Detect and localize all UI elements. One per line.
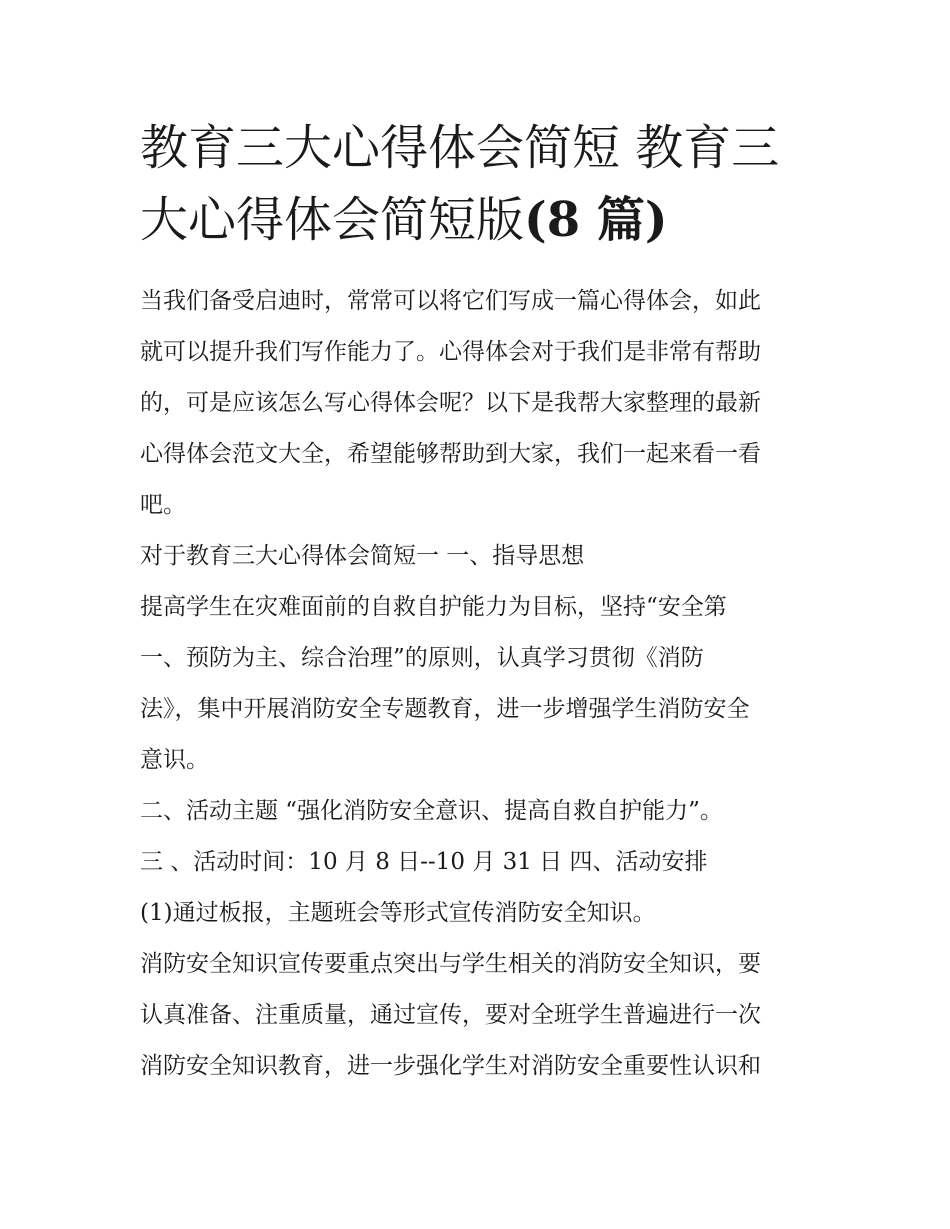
body-line: 一、预防为主、综合治理”的原则，认真学习贯彻《消防	[140, 645, 704, 671]
body-line: 吧。	[140, 492, 186, 518]
title-line-2: 大心得体会简短版(8 篇)	[140, 192, 668, 248]
body-line: 就可以提升我们写作能力了。心得体会对于我们是非常有帮助	[140, 339, 761, 365]
body-line: 当我们备受启迪时，常常可以将它们写成一篇心得体会，如此	[140, 288, 761, 314]
document-title	[140, 112, 812, 256]
document-body	[140, 276, 812, 1092]
title-count: (8 篇)	[524, 192, 668, 248]
title-line-1: 教育三大心得体会简短 教育三	[140, 120, 780, 176]
body-line: 的，可是应该怎么写心得体会呢？以下是我帮大家整理的最新	[140, 390, 761, 416]
body-line: 认真准备、注重质量，通过宣传，要对全班学生普遍进行一次	[140, 1002, 761, 1028]
body-line: 提高学生在灾难面前的自救自护能力为目标，坚持“安全第	[140, 594, 727, 620]
document-page	[140, 112, 812, 1092]
body-line: 心得体会范文大全，希望能够帮助到大家，我们一起来看一看	[140, 441, 761, 467]
body-line: 消防安全知识教育，进一步强化学生对消防安全重要性认识和	[140, 1053, 761, 1079]
body-line: 二、活动主题 “强化消防安全意识、提高自救自护能力”。	[140, 798, 723, 824]
body-line: 三 、活动时间：10 月 8 日--10 月 31 日 四、活动安排	[140, 849, 708, 875]
body-line: (1)通过板报，主题班会等形式宣传消防安全知识。	[140, 900, 656, 926]
body-line: 消防安全知识宣传要重点突出与学生相关的消防安全知识，要	[140, 951, 761, 977]
body-line: 意识。	[140, 747, 209, 773]
body-line: 对于教育三大心得体会简短一 一、指导思想	[140, 543, 585, 569]
body-line: 法》，集中开展消防安全专题教育，进一步增强学生消防安全	[140, 696, 750, 722]
